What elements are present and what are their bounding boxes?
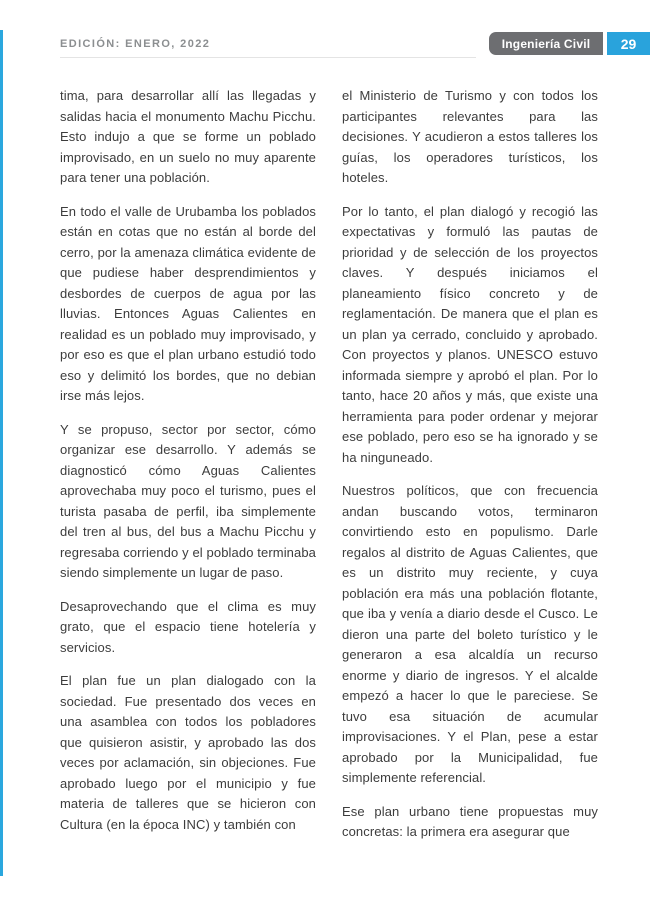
left-column — [60, 86, 316, 856]
paragraph: Por lo tanto, el plan dialogó y recogió las expectativas y formuló las pautas de prioridad y de selección de los proyectos claves. Y después iniciamos el planeamiento físico concreto y de reglamentación. De manera que el plan es un plan ya cerrado, concluido y aprobado. Con proyectos y planos. UNESCO estuvo informada siempre y aprobó el plan. Por lo tanto, hace 20 años y más, que existe una herramienta para poder ordenar y mejorar ese poblado, pero eso se ha ignorado y se ha ninguneado. — [342, 203, 598, 465]
paragraph: Desaprovechando que el clima es muy grato, que el espacio tiene hotelería y servicios. — [60, 598, 316, 655]
paragraph: tima, para desarrollar allí las llegadas y salidas hacia el monumento Machu Picchu. Esto indujo a que se forme un poblado improvisado, en un suelo no muy aparente para tener una población. — [60, 88, 316, 185]
right-column — [342, 86, 598, 856]
paragraph: el Ministerio de Turismo y con todos los participantes relevantes para las decisiones. Y acudieron a estos talleres los guías, los operadores turísticos, los hoteles. — [342, 88, 598, 185]
paragraph: En todo el valle de Urubamba los poblados están en cotas que no están al borde del cerro, por la amenaza climática evidente de que pudiese haber desprendimientos y desbordes de cuerpos de agua por las lluvias. Entonces Aguas Calientes en realidad es un poblado muy improvisado, y por eso es que el plan urbano estudió todo eso y delimitó los bordes, que no debian irse más lejos. — [60, 203, 316, 403]
paragraph: El plan fue un plan dialogado con la sociedad. Fue presentado dos veces en una asamblea con todos los pobladores que quisieron asistir, y aprobado las dos veces por aclamación, sin objeciones. Fue aprobado luego por el municipio y fue materia de talleres que se hicieron con Cultura (en la época INC) y también con — [60, 673, 316, 832]
article-body — [60, 86, 598, 856]
section-badge: Ingeniería Civil — [489, 32, 603, 55]
page-number-badge: 29 — [607, 32, 650, 55]
edition-label: EDICIÓN: ENERO, 2022 — [60, 38, 211, 50]
paragraph: Nuestros políticos, que con frecuencia andan buscando votos, terminaron convirtiendo esto en populismo. Darle regalos al distrito de Aguas Calientes, que es un distrito muy reciente, y cuya población era más una población flotante, que iba y venía a diario desde el Cusco. Le dieron una parte del boleto turístico y le generaron a esa alcaldía un recurso enorme y diario de ingresos. Y el alcalde empezó a hacer lo que le pareciese. Se tuvo esa situación de acumular improvisaciones. Y el Plan, pese a estar aprobado por la Municipalidad, fue simplemente referencial. — [342, 483, 598, 785]
paragraph: Y se propuso, sector por sector, cómo organizar ese desarrollo. Y además se diagnosticó cómo Aguas Calientes aprovechaba muy poco el turismo, pues el turista pasaba de perfil, iba simplemente del tren al bus, del bus a Machu Picchu y regresaba corriendo y el poblado terminaba siendo simplemente un lugar de paso. — [60, 421, 316, 580]
paragraph: Ese plan urbano tiene propuestas muy concretas: la primera era asegurar que — [342, 803, 598, 839]
header-rule — [60, 57, 476, 58]
left-accent-bar — [0, 30, 3, 876]
